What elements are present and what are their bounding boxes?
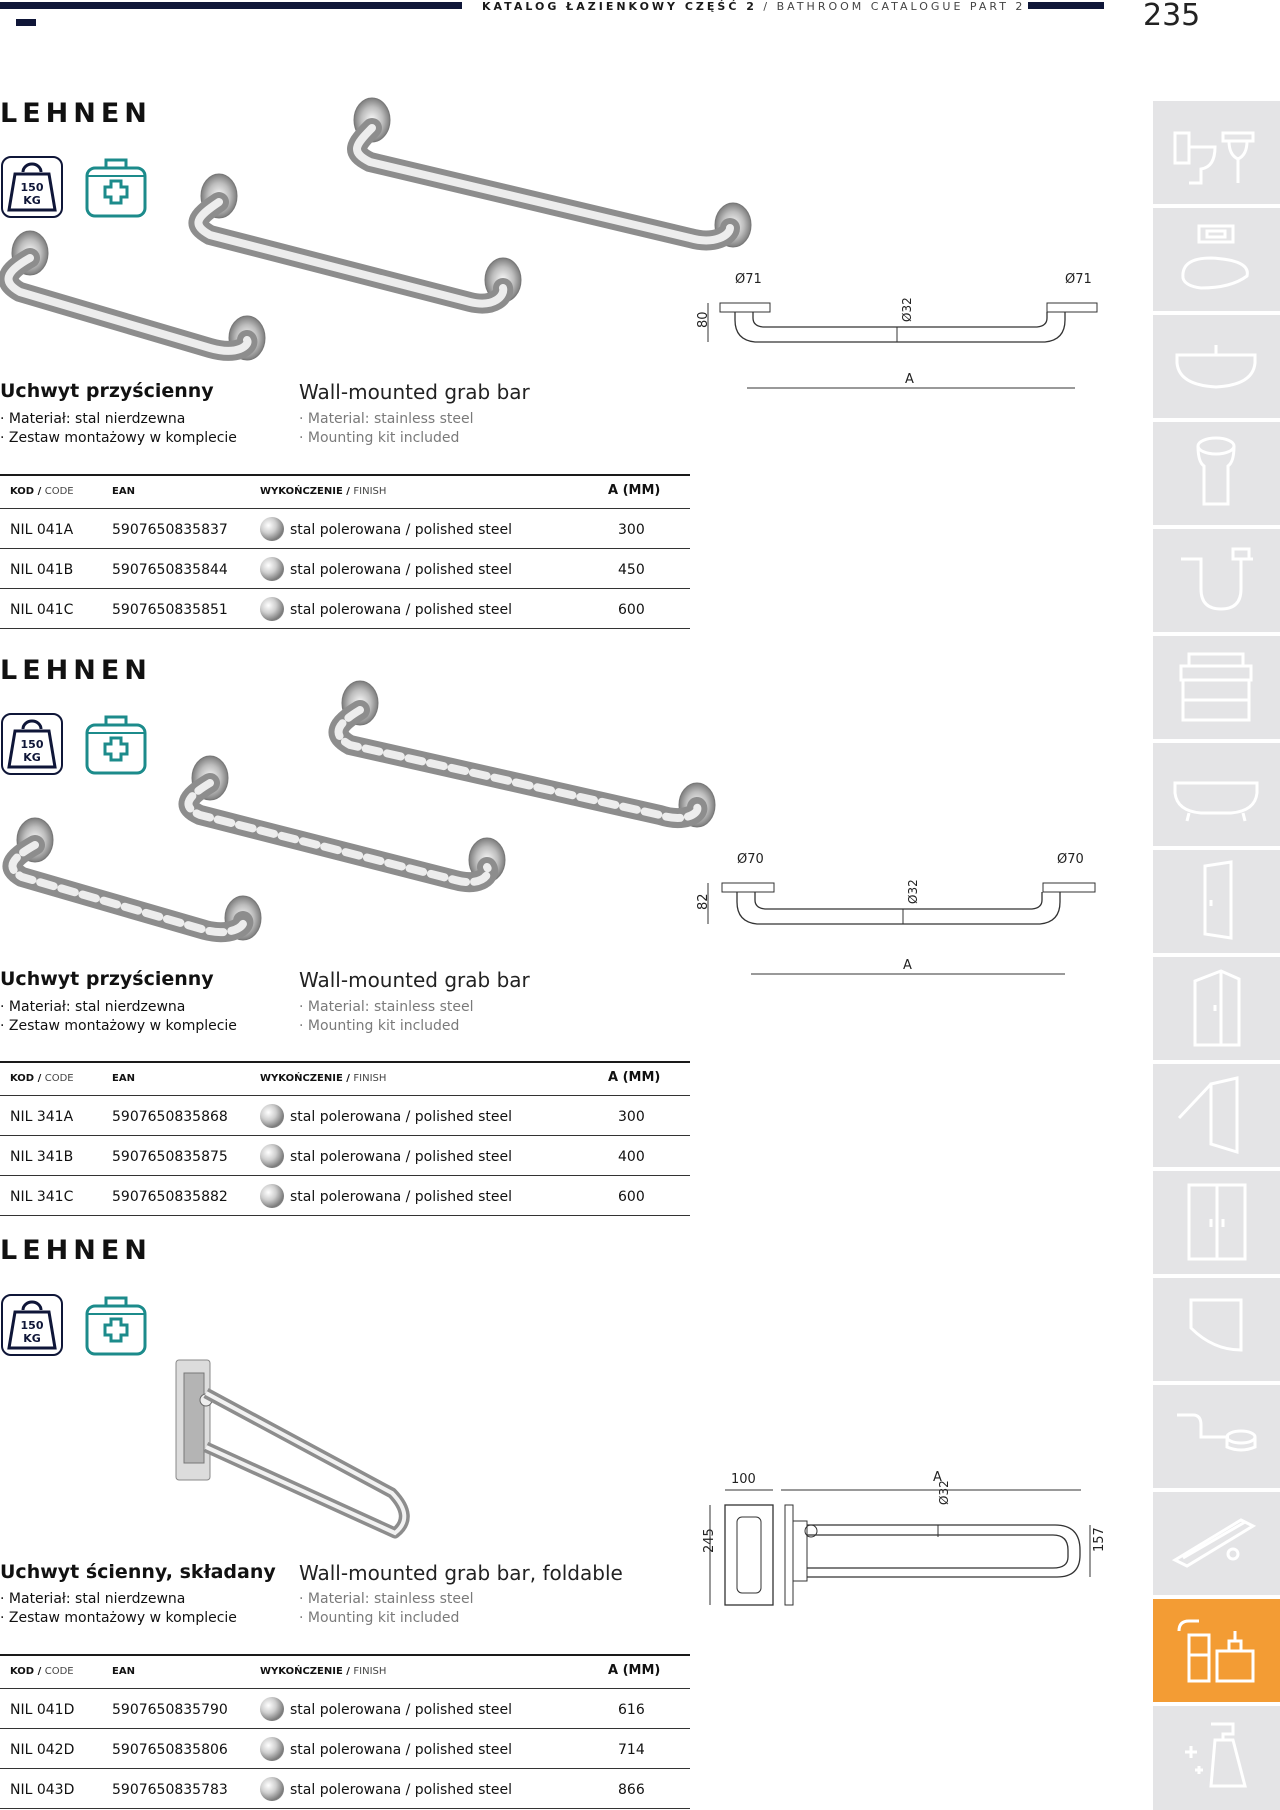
product-table bbox=[0, 1654, 690, 1809]
feature-list-en: · Material: stainless steel · Mounting kit included bbox=[299, 411, 474, 446]
sidebar-item-vanity[interactable] bbox=[1153, 636, 1280, 739]
svg-text:Ø32: Ø32 bbox=[906, 879, 920, 904]
product-image-foldable-bar bbox=[170, 1355, 480, 1545]
brand-name: LEHNEN bbox=[0, 1235, 152, 1266]
toilet-seat-icon bbox=[1171, 218, 1261, 298]
finish-swatch bbox=[260, 1777, 284, 1801]
table-row: NIL 042D 5907650835806 stal polerowana / polished steel 714 bbox=[0, 1729, 690, 1769]
sidebar-item-toilets[interactable] bbox=[1153, 101, 1280, 204]
shower-tray-icon bbox=[1171, 1288, 1261, 1368]
svg-text:157: 157 bbox=[1092, 1527, 1107, 1552]
finish-swatch bbox=[260, 517, 284, 541]
table-row: NIL 043D 5907650835783 stal polerowana / polished steel 866 bbox=[0, 1769, 690, 1809]
table-row: NIL 341A 5907650835868 stal polerowana / polished steel 300 bbox=[0, 1096, 690, 1136]
header-bar-right bbox=[1028, 2, 1104, 9]
sidebar-item-trays[interactable] bbox=[1153, 1278, 1280, 1381]
first-aid-kit-icon bbox=[83, 1292, 149, 1358]
siphon-icon bbox=[1171, 539, 1261, 619]
svg-text:Ø32: Ø32 bbox=[937, 1480, 951, 1505]
svg-text:150: 150 bbox=[20, 181, 44, 194]
linear-drain-icon bbox=[1171, 1502, 1261, 1582]
page-number: 235 bbox=[1143, 0, 1201, 33]
finish-swatch bbox=[260, 597, 284, 621]
sidebar-item-doors[interactable] bbox=[1153, 850, 1280, 953]
svg-text:A: A bbox=[905, 372, 914, 387]
header-mark bbox=[16, 19, 36, 26]
brand-name: LEHNEN bbox=[0, 98, 152, 129]
table-row: NIL 041A 5907650835837 stal polerowana / polished steel 300 bbox=[0, 509, 690, 549]
svg-text:KG: KG bbox=[23, 194, 41, 207]
product-image-grab-bars-ribbed bbox=[0, 675, 720, 955]
sidebar-item-bathtubs[interactable] bbox=[1153, 743, 1280, 846]
table-row: NIL 041C 5907650835851 stal polerowana / polished steel 600 bbox=[0, 589, 690, 629]
sidebar-item-enclosures[interactable] bbox=[1153, 1171, 1280, 1274]
vanity-cabinet-icon bbox=[1171, 646, 1261, 726]
sidebar-item-siphons[interactable] bbox=[1153, 529, 1280, 632]
finish-swatch bbox=[260, 1144, 284, 1168]
product-title-pl: Uchwyt przyścienny bbox=[0, 380, 214, 402]
finish-swatch bbox=[260, 1737, 284, 1761]
pedestal-icon bbox=[1171, 432, 1261, 512]
shower-screen-icon bbox=[1171, 1074, 1261, 1154]
finish-swatch bbox=[260, 1697, 284, 1721]
catalogue-title: KATALOG ŁAZIENKOWY CZĘŚĆ 2 / BATHROOM CATALOGUE PART 2 bbox=[482, 0, 1026, 13]
svg-text:100: 100 bbox=[731, 1472, 756, 1487]
shower-door-icon bbox=[1171, 860, 1261, 940]
technical-drawing bbox=[685, 1465, 1105, 1610]
svg-text:KG: KG bbox=[23, 751, 41, 764]
product-title-pl: Uchwyt przyścienny bbox=[0, 968, 214, 990]
sidebar-item-seats[interactable] bbox=[1153, 208, 1280, 311]
table-row: NIL 341C 5907650835882 stal polerowana / polished steel 600 bbox=[0, 1176, 690, 1216]
product-table bbox=[0, 1061, 690, 1216]
svg-text:A: A bbox=[903, 958, 912, 973]
svg-text:Ø32: Ø32 bbox=[900, 297, 914, 322]
feature-list-pl: · Materiał: stal nierdzewna · Zestaw montażowy w komplecie bbox=[0, 999, 237, 1034]
cleaning-spray-icon bbox=[1171, 1716, 1261, 1796]
svg-text:KG: KG bbox=[23, 1332, 41, 1345]
accessories-icon bbox=[1171, 1609, 1261, 1689]
brand-name: LEHNEN bbox=[0, 655, 152, 686]
feature-list-en: · Material: stainless steel · Mounting kit included bbox=[299, 1591, 474, 1626]
toilet-washbasin-icon bbox=[1171, 111, 1261, 191]
technical-drawing bbox=[685, 270, 1105, 395]
svg-text:A: A bbox=[933, 1470, 942, 1485]
svg-text:Ø70: Ø70 bbox=[1057, 852, 1084, 867]
table-header: KOD / CODE EAN WYKOŃCZENIE / FINISH A (MM) bbox=[0, 1061, 690, 1096]
svg-text:82: 82 bbox=[696, 893, 711, 910]
sidebar-item-screens[interactable] bbox=[1153, 1064, 1280, 1167]
sidebar-item-cleaning[interactable] bbox=[1153, 1706, 1280, 1810]
sidebar-item-pedestals[interactable] bbox=[1153, 422, 1280, 525]
svg-text:80: 80 bbox=[696, 311, 711, 328]
sidebar-item-accessories[interactable] bbox=[1153, 1599, 1280, 1702]
cabinet-icon bbox=[1171, 967, 1261, 1047]
feature-list-en: · Material: stainless steel · Mounting kit included bbox=[299, 999, 474, 1034]
table-row: NIL 041B 5907650835844 stal polerowana / polished steel 450 bbox=[0, 549, 690, 589]
feature-list-pl: · Materiał: stal nierdzewna · Zestaw montażowy w komplecie bbox=[0, 1591, 237, 1626]
technical-drawing bbox=[685, 850, 1105, 980]
table-header: KOD / CODE EAN WYKOŃCZENIE / FINISH A (MM) bbox=[0, 1654, 690, 1689]
header-bar-left bbox=[0, 2, 462, 9]
finish-swatch bbox=[260, 1104, 284, 1128]
sidebar-item-linear-drains[interactable] bbox=[1153, 1492, 1280, 1595]
product-title-pl: Uchwyt ścienny, składany bbox=[0, 1561, 276, 1583]
svg-text:245: 245 bbox=[702, 1528, 717, 1553]
load-capacity-icon bbox=[1, 1294, 63, 1356]
sidebar-item-washbasins[interactable] bbox=[1153, 315, 1280, 418]
bathtub-icon bbox=[1171, 753, 1261, 833]
svg-text:Ø70: Ø70 bbox=[737, 852, 764, 867]
product-title-en: Wall-mounted grab bar, foldable bbox=[299, 1561, 623, 1585]
feature-list-pl: · Materiał: stal nierdzewna · Zestaw montażowy w komplecie bbox=[0, 411, 237, 446]
svg-text:Ø71: Ø71 bbox=[1065, 272, 1092, 287]
product-title-en: Wall-mounted grab bar bbox=[299, 380, 530, 404]
product-image-grab-bars bbox=[0, 90, 760, 380]
svg-text:150: 150 bbox=[20, 738, 44, 751]
table-row: NIL 041D 5907650835790 stal polerowana / polished steel 616 bbox=[0, 1689, 690, 1729]
table-row: NIL 341B 5907650835875 stal polerowana / polished steel 400 bbox=[0, 1136, 690, 1176]
product-table bbox=[0, 474, 690, 629]
drain-icon bbox=[1171, 1395, 1261, 1475]
finish-swatch bbox=[260, 1184, 284, 1208]
finish-swatch bbox=[260, 557, 284, 581]
sidebar-item-cabins[interactable] bbox=[1153, 957, 1280, 1060]
product-title-en: Wall-mounted grab bar bbox=[299, 968, 530, 992]
washbasin-icon bbox=[1171, 325, 1261, 405]
svg-text:150: 150 bbox=[20, 1319, 44, 1332]
sidebar-item-drains[interactable] bbox=[1153, 1385, 1280, 1488]
svg-text:Ø71: Ø71 bbox=[735, 272, 762, 287]
table-header: KOD / CODE EAN WYKOŃCZENIE / FINISH A (MM) bbox=[0, 474, 690, 509]
shower-enclosure-icon bbox=[1171, 1181, 1261, 1261]
